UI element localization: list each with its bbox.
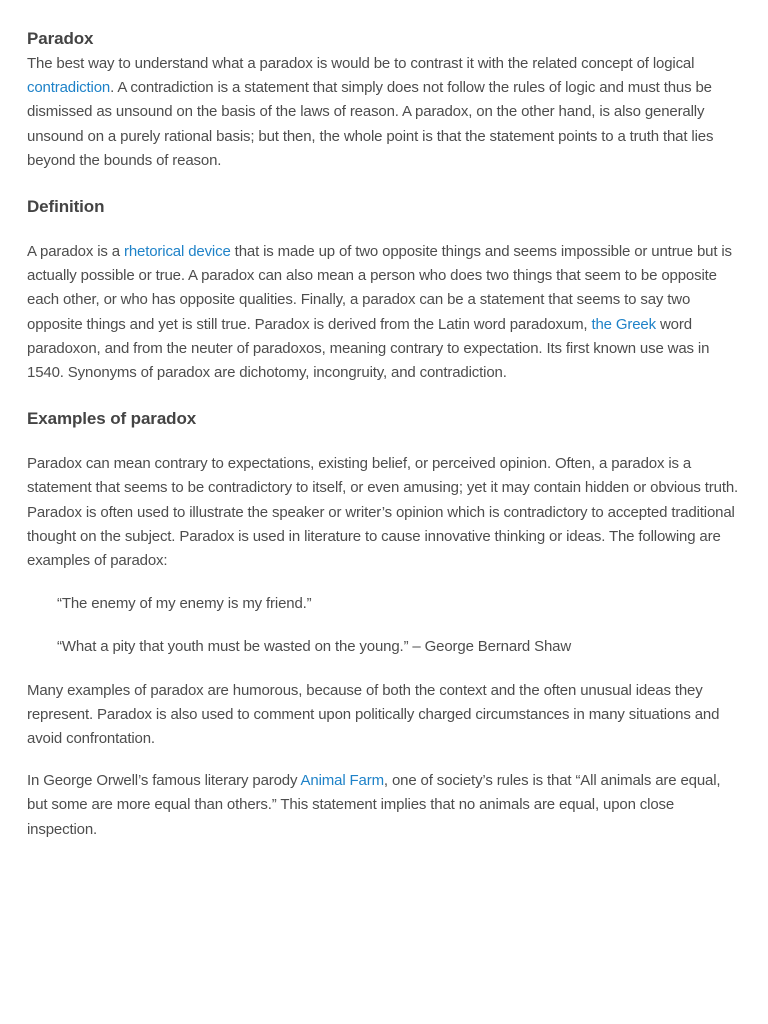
humor-paragraph: Many examples of paradox are humorous, because of both the context and the often unusual ideas they represent. Paradox is also used to comment upon politically charged circumstances in many situations and avoid confrontation. xyxy=(27,681,720,748)
section-heading-definition: Definition xyxy=(27,197,105,217)
text-run: . A contradiction is a statement that simply does not follow the rules of logic and must thus be dismissed as unsound on the basis of the laws of reason. A paradox, on the other hand, is also generally unsound on a purely rational basis; but then, the whole point is that the statement points to a truth that lies beyond the bounds of reason. xyxy=(27,79,714,169)
section-heading-paradox: Paradox xyxy=(27,29,94,48)
paradox-intro-paragraph xyxy=(27,52,743,173)
link-rhetorical-device[interactable]: rhetorical device xyxy=(123,243,231,261)
link-animal-farm[interactable]: Animal Farm xyxy=(300,772,384,790)
text-run: The best way to understand what a paradox is would be to contrast it with the related concept of logical xyxy=(27,55,695,72)
text-run: In George Orwell’s famous literary parody xyxy=(27,772,301,790)
blockquote-youth: “What a pity that youth must be wasted on the young.” – George Bernard Shaw xyxy=(57,638,572,656)
blockquote-enemy: “The enemy of my enemy is my friend.” xyxy=(57,595,312,613)
text-run: that is made up of two opposite things and seems impossible or untrue but is actually possible or true. A paradox can also mean a person who does two things that seem to be opposite each other, or who has opposite qualities. Finally, a paradox can be a statement that seems to say two opposite things and yet is still true. Paradox is derived from the Latin word paradoxum, xyxy=(27,243,732,333)
animal-farm-paragraph xyxy=(27,769,743,842)
link-contradiction[interactable]: contradiction xyxy=(27,79,111,97)
link-the-greek[interactable]: the Greek xyxy=(591,315,656,333)
text-run: word paradoxon, and from the neuter of paradoxos, meaning contrary to expectation. Its first known use was in 1540. Synonyms of paradox are dichotomy, incongruity, and contradiction. xyxy=(27,315,710,382)
article-content xyxy=(27,26,743,842)
text-run: A paradox is a xyxy=(27,243,124,261)
text-run: , one of society’s rules is that “All animals are equal, but some are more equal than others.” This statement implies that no animals are equal, upon close inspection. xyxy=(27,772,721,838)
section-heading-examples: Examples of paradox xyxy=(27,409,197,429)
examples-intro-paragraph: Paradox can mean contrary to expectations, existing belief, or perceived opinion. Often, a paradox is a statement that seems to be contradictory to itself, or even amusing; yet it may contain hidden or obvious truth. Paradox is often used to illustrate the speaker or writer’s opinion which is contradictory to accepted traditional thought on the subject. Paradox is used in literature to cause innovative thinking or ideas. The following are examples of paradox: xyxy=(27,455,739,570)
definition-paragraph xyxy=(27,240,743,385)
